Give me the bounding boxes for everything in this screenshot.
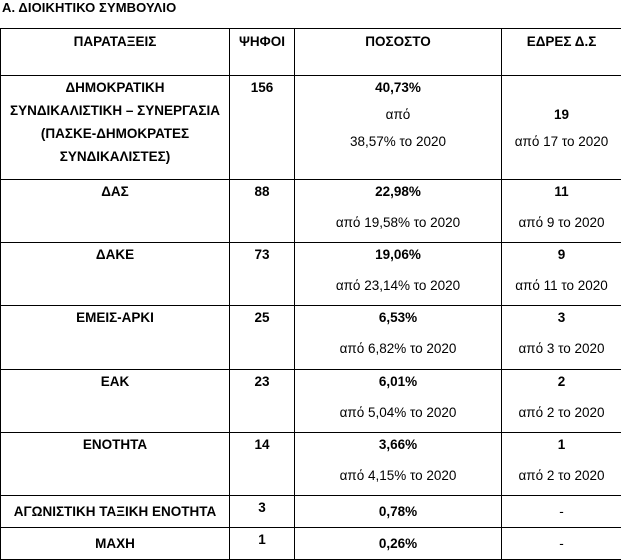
table-row xyxy=(1,76,621,180)
party-percent: 3,66% xyxy=(378,437,418,452)
party-name-line: (ΠΑΣΚΕ-ΔΗΜΟΚΡΑΤΕΣ xyxy=(40,126,190,141)
header-votes: ΨΗΦΟΙ xyxy=(230,29,295,76)
party-votes: 14 xyxy=(230,433,295,496)
party-votes: 156 xyxy=(230,76,295,180)
party-percent-cell xyxy=(295,433,502,496)
party-votes: 1 xyxy=(230,528,295,560)
table-row xyxy=(1,243,621,306)
party-seats: 3 xyxy=(557,310,566,325)
party-name: ΜΑΧΗ xyxy=(1,528,230,560)
party-percent-cell xyxy=(295,243,502,306)
party-seats: 2 xyxy=(557,374,566,389)
party-seats: - xyxy=(502,528,621,560)
party-seats-cell xyxy=(502,306,621,370)
party-votes: 88 xyxy=(230,180,295,243)
party-percent-cell xyxy=(295,306,502,370)
party-percent: 22,98% xyxy=(375,184,421,199)
section-title: Α. ΔΙΟΙΚΗΤΙΚΟ ΣΥΜΒΟΥΛΙΟ xyxy=(2,0,177,15)
party-name: ΔΑΚΕ xyxy=(1,243,230,306)
party-percent-prev: από 4,15% το 2020 xyxy=(339,468,457,483)
party-seats: 1 xyxy=(557,437,566,452)
table-row xyxy=(1,528,621,560)
party-percent: 6,01% xyxy=(378,374,418,389)
party-seats-prev: από 17 το 2020 xyxy=(514,133,609,149)
party-seats-cell xyxy=(502,76,621,180)
party-name: ΑΓΩΝΙΣΤΙΚΗ ΤΑΞΙΚΗ ΕΝΟΤΗΤΑ xyxy=(1,496,230,528)
party-seats-prev: από 2 το 2020 xyxy=(518,468,605,483)
party-percent-prev: από 6,82% το 2020 xyxy=(339,341,457,356)
table-row xyxy=(1,370,621,433)
header-percent: ΠΟΣΟΣΤΟ xyxy=(295,29,502,76)
party-percent-cell xyxy=(295,370,502,433)
party-votes: 73 xyxy=(230,243,295,306)
header-row xyxy=(1,29,621,76)
party-name: ΕΝΟΤΗΤΑ xyxy=(1,433,230,496)
party-percent: 0,26% xyxy=(295,528,502,560)
table-row xyxy=(1,433,621,496)
party-votes: 23 xyxy=(230,370,295,433)
party-seats-prev: από 2 το 2020 xyxy=(518,405,605,420)
party-seats-cell xyxy=(502,243,621,306)
party-name-line: ΔΗΜΟΚΡΑΤΙΚΗ xyxy=(65,80,165,95)
party-percent-prev: 38,57% το 2020 xyxy=(350,134,446,149)
party-percent-cell xyxy=(295,76,502,180)
party-seats-cell xyxy=(502,433,621,496)
party-name-line: ΣΥΝΔΙΚΑΛΙΣΤΕΣ) xyxy=(59,149,171,164)
party-percent-prev: από xyxy=(385,107,411,122)
party-name: ΔΑΣ xyxy=(1,180,230,243)
party-percent: 40,73% xyxy=(375,80,421,95)
header-seats: ΕΔΡΕΣ Δ.Σ xyxy=(502,29,621,76)
party-name: ΕΜΕΙΣ-ΑΡΚΙ xyxy=(1,306,230,370)
party-seats: 9 xyxy=(557,247,566,262)
party-seats: - xyxy=(502,496,621,528)
party-seats-cell xyxy=(502,180,621,243)
party-seats-prev: από 3 το 2020 xyxy=(518,341,605,356)
party-seats-prev: από 11 το 2020 xyxy=(515,278,608,293)
party-votes: 3 xyxy=(230,496,295,528)
table-row xyxy=(1,306,621,370)
party-seats: 11 xyxy=(554,184,569,199)
party-percent: 6,53% xyxy=(378,310,418,325)
party-percent-prev: από 5,04% το 2020 xyxy=(339,405,457,420)
party-name xyxy=(1,76,230,180)
party-percent-prev: από 23,14% το 2020 xyxy=(335,278,461,293)
party-percent-prev: από 19,58% το 2020 xyxy=(335,215,461,230)
results-table xyxy=(0,28,621,560)
table-row xyxy=(1,180,621,243)
party-seats-prev: από 9 το 2020 xyxy=(518,215,605,230)
party-votes: 25 xyxy=(230,306,295,370)
party-percent-cell xyxy=(295,180,502,243)
header-party: ΠΑΡΑΤΑΞΕΙΣ xyxy=(1,29,230,76)
party-seats: 19 xyxy=(553,106,570,122)
party-name-line: ΣΥΝΔΙΚΑΛΙΣΤΙΚΗ – ΣΥΝΕΡΓΑΣΙΑ xyxy=(9,103,221,118)
table-row xyxy=(1,496,621,528)
party-name: ΕΑΚ xyxy=(1,370,230,433)
party-seats-cell xyxy=(502,370,621,433)
party-percent: 0,78% xyxy=(295,496,502,528)
party-percent: 19,06% xyxy=(375,247,421,262)
